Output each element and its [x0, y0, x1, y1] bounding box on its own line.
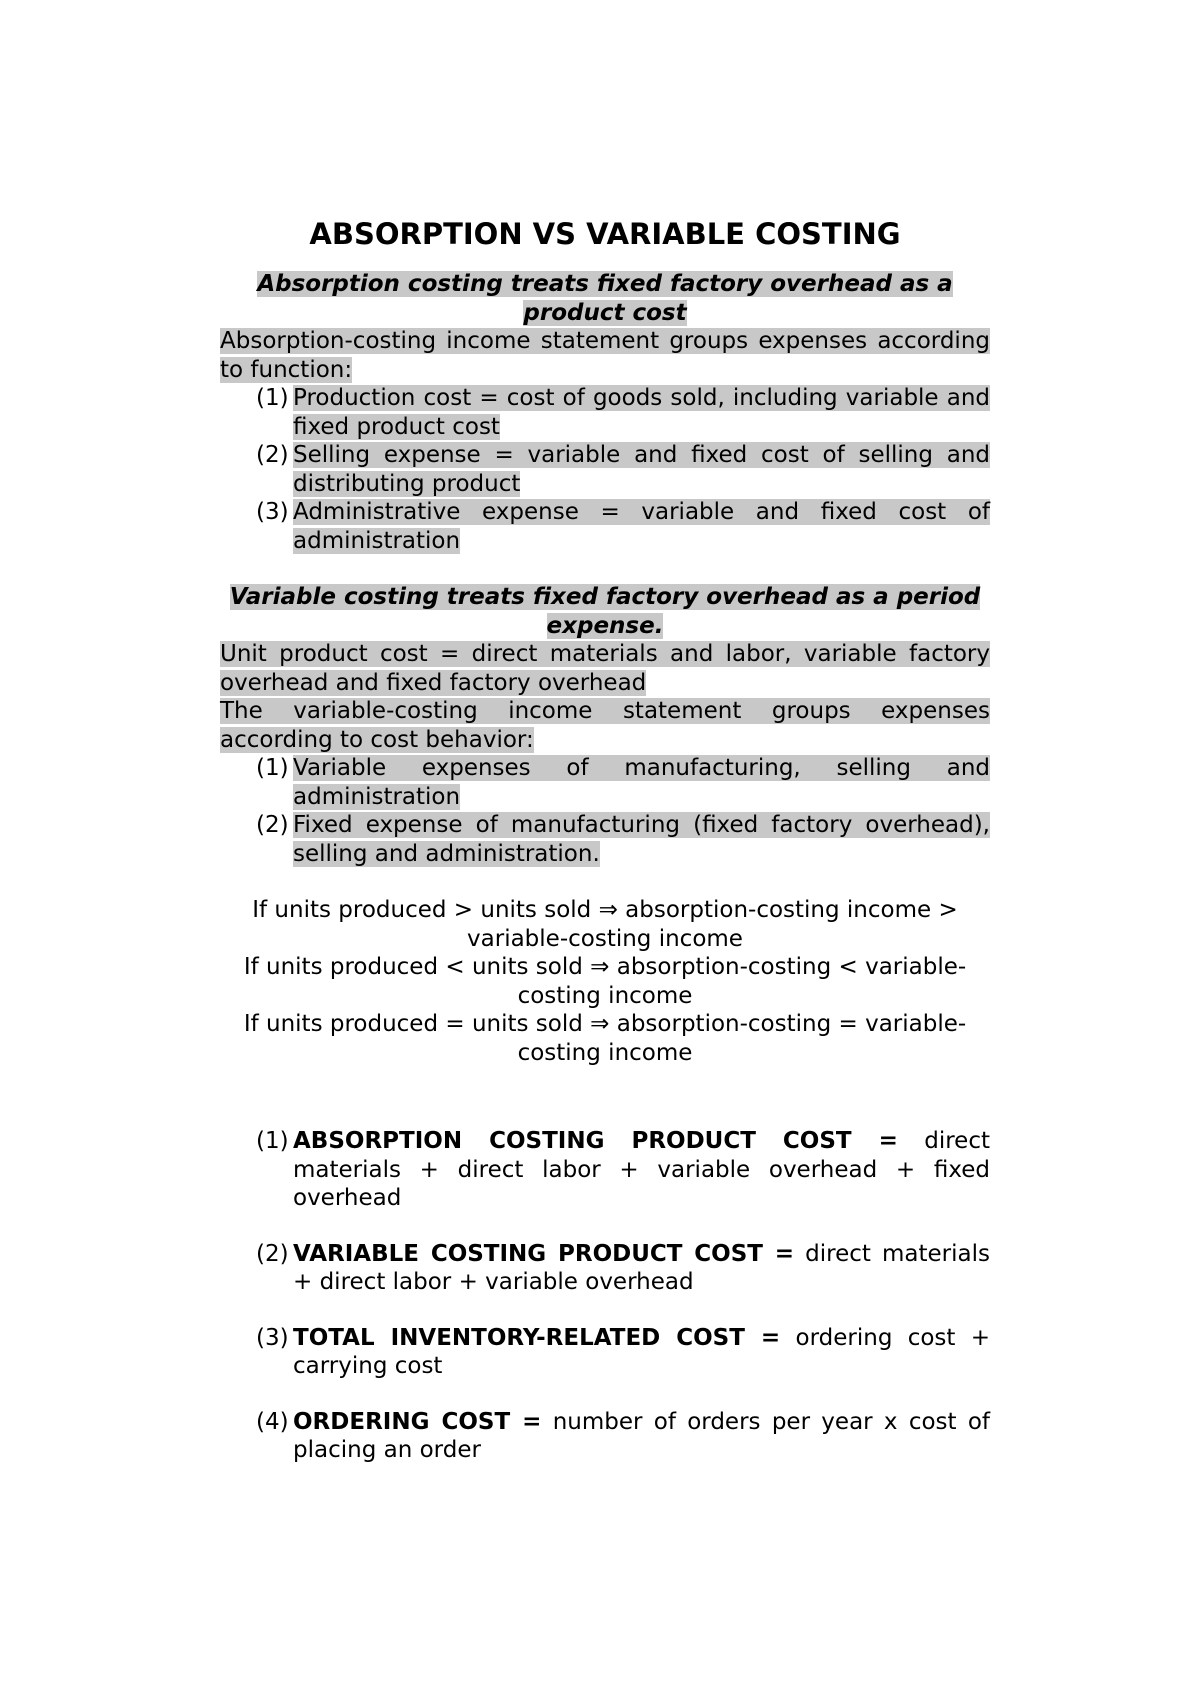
- formula-term: ABSORPTION COSTING PRODUCT COST =: [293, 1128, 898, 1154]
- list-number: (2): [256, 1240, 289, 1267]
- list-text: Administrative expense = variable and fixed cost of administration: [293, 499, 990, 554]
- list-number: (3): [256, 499, 289, 525]
- variable-heading: Variable costing treats fixed factory overhead as a period expense.: [229, 584, 981, 639]
- variable-unit-cost: Unit product cost = direct materials and labor, variable factory overhead and fixed factory overhead: [220, 641, 990, 696]
- list-number: (3): [256, 1324, 289, 1351]
- formula-text: [293, 1240, 990, 1297]
- comparison-rules: [220, 896, 990, 1067]
- formula-definition: number of orders per year x cost of placing an order: [293, 1408, 990, 1463]
- formula-text: [293, 1324, 990, 1381]
- list-item: [220, 754, 990, 811]
- list-text: Fixed expense of manufacturing (fixed factory overhead), selling and administration.: [293, 812, 990, 867]
- list-item: [220, 441, 990, 498]
- formula-text: [293, 1408, 990, 1465]
- list-item: [220, 811, 990, 868]
- list-item: [220, 498, 990, 555]
- variable-list: [220, 754, 990, 868]
- formula-item: [220, 1240, 990, 1297]
- list-text: Production cost = cost of goods sold, including variable and fixed product cost: [293, 385, 990, 440]
- variable-intro: The variable-costing income statement groups expenses according to cost behavior:: [220, 698, 990, 753]
- formula-term: ORDERING COST =: [293, 1408, 542, 1435]
- rule-line: If units produced < units sold ⇒ absorption-costing < variable-costing income: [243, 954, 967, 1009]
- page-title: ABSORPTION VS VARIABLE COSTING: [309, 217, 901, 251]
- list-text: Selling expense = variable and fixed cost of selling and distributing product: [293, 442, 990, 497]
- formula-definition: direct materials + direct labor + variable overhead + fixed overhead: [293, 1128, 990, 1211]
- formula-term: VARIABLE COSTING PRODUCT COST =: [293, 1240, 795, 1267]
- rule-line: If units produced > units sold ⇒ absorption-costing income > variable-costing income: [252, 897, 958, 952]
- formula-term: TOTAL INVENTORY-RELATED COST =: [293, 1324, 781, 1351]
- absorption-heading: Absorption costing treats fixed factory overhead as a product cost: [257, 271, 953, 326]
- list-number: (2): [256, 442, 289, 468]
- list-number: (2): [256, 812, 289, 838]
- formula-list: [220, 1127, 990, 1465]
- list-item: [220, 384, 990, 441]
- list-number: (1): [256, 755, 289, 781]
- list-number: (1): [256, 1128, 289, 1154]
- list-number: (4): [256, 1408, 289, 1435]
- formula-definition: direct materials + direct labor + variable overhead: [293, 1240, 990, 1295]
- formula-item: [220, 1408, 990, 1465]
- list-number: (1): [256, 385, 289, 411]
- formula-text: [293, 1127, 990, 1213]
- list-text: Variable expenses of manufacturing, selling and administration: [293, 755, 990, 810]
- rule-line: If units produced = units sold ⇒ absorption-costing = variable-costing income: [243, 1011, 967, 1066]
- document-page: [220, 210, 990, 1492]
- absorption-list: [220, 384, 990, 555]
- formula-item: [220, 1127, 990, 1213]
- absorption-intro: Absorption-costing income statement groups expenses according to function:: [220, 328, 990, 383]
- formula-item: [220, 1324, 990, 1381]
- formula-definition: ordering cost + carrying cost: [293, 1324, 990, 1379]
